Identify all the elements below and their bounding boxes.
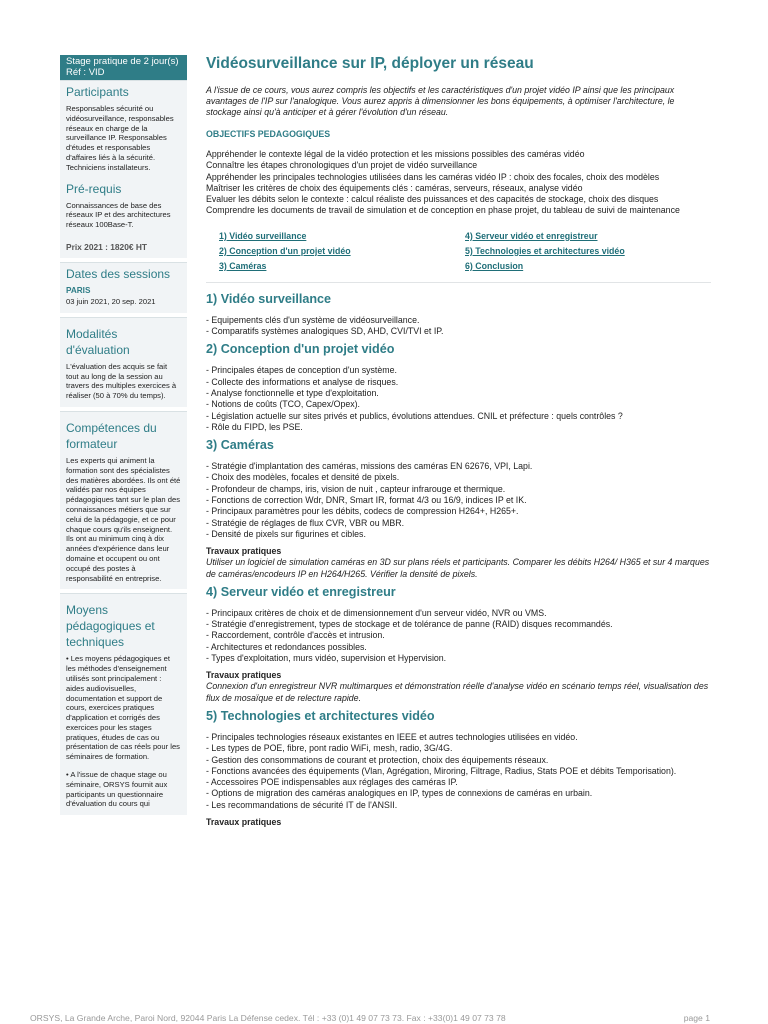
course-reference: Réf : VID xyxy=(66,67,105,78)
section-title: 2) Conception d'un projet vidéo xyxy=(206,342,395,357)
footer-address: ORSYS, La Grande Arche, Paroi Nord, 92044 Paris La Défense cedex. Tél : +33 (0)1 49 07 73 73. Fax : +33(0)1 49 07 73 78 xyxy=(30,1013,506,1023)
list-item: - Gestion des consommations de courant et protection, choix des équipements réseaux. xyxy=(206,754,549,765)
list-item: - Choix des modèles, focales et densité de pixels. xyxy=(206,472,400,483)
list-item: - Architectures et redondances possibles. xyxy=(206,641,367,652)
objective-item: Appréhender le contexte légal de la vidéo protection et les missions possibles des caméras vidéo xyxy=(206,149,585,159)
sidebar xyxy=(60,55,187,988)
list-item: - Collecte des informations et analyse de risques. xyxy=(206,376,399,387)
moyens-text-1: • Les moyens pédagogiques et les méthodes d'enseignement utilisés sont principalement : aides audiovisuelles, documentation et support de cours, exercices pratiques d'application et corrigés des exercices pour les stages pratiques, études de cas ou présentation de cas réels pour les séminaires de formation. xyxy=(66,654,180,762)
objective-item: Evaluer les débits selon le contexte : calcul réaliste des puissances et des capacités de stockage, choix des disques xyxy=(206,194,659,205)
modalites-box xyxy=(60,317,187,407)
toc-right-column xyxy=(465,229,711,274)
section-conception xyxy=(206,341,711,433)
section-title: 3) Caméras xyxy=(206,438,274,453)
list-item: - Principaux paramètres pour les débits, codecs de compression H264+, H265+. xyxy=(206,506,519,517)
list-item: - Densité de pixels sur figurines et cibles. xyxy=(206,528,366,539)
section-items xyxy=(206,461,711,540)
section-items xyxy=(206,365,711,433)
page-number: page 1 xyxy=(683,1013,710,1023)
objective-item: Connaître les étapes chronologiques d'un projet de vidéo surveillance xyxy=(206,160,478,171)
list-item: - Les recommandations de sécurité IT de l'ANSII. xyxy=(206,799,398,810)
toc-left-column xyxy=(219,229,465,274)
list-item: - Rôle du FIPD, les PSE. xyxy=(206,421,303,432)
competences-text: Les experts qui animent la formation sont des spécialistes des matières abordées. Ils ont été validés par nos équipes pédagogiques tant sur le plan des connaissances métiers que sur celui de la pédagogie, et ce pour chaque cours qu'ils enseignent. Ils ont au minimum cinq à dix années d'expérience dans leur domaine et occupent ou ont occupé des postes à responsabilité en entreprise. xyxy=(66,455,181,583)
travaux-pratiques-title: Travaux pratiques xyxy=(206,546,282,557)
list-item: - Principales technologies réseaux existantes en IEEE et autres technologies utilisées en vidéo. xyxy=(206,731,578,742)
divider xyxy=(206,282,711,283)
toc-link-technologies[interactable]: 5) Technologies et architectures vidéo xyxy=(465,245,625,256)
price: Prix 2021 : 1820€ HT xyxy=(66,241,148,252)
page-title: Vidéosurveillance sur IP, déployer un réseau xyxy=(206,55,534,72)
list-item: - Options de migration des caméras analogiques en IP, types de connexions de caméras en urbain. xyxy=(206,788,593,799)
section-items xyxy=(206,608,711,664)
competences-title: Compétences du formateur xyxy=(66,420,157,451)
competences-box xyxy=(60,411,187,589)
section-serveur xyxy=(206,584,711,704)
list-item: - Analyse fonctionnelle et type d'exploitation. xyxy=(206,387,379,398)
list-item: - Les types de POE, fibre, pont radio WiFi, mesh, radio, 3G/4G. xyxy=(206,743,453,754)
prerequis-text: Connaissances de base des réseaux IP et des architectures réseaux 100Base-T. xyxy=(66,200,171,230)
section-title: 5) Technologies et architectures vidéo xyxy=(206,708,435,723)
section-items xyxy=(206,732,711,811)
list-item: - Stratégie de réglages de flux CVR, VBR ou MBR. xyxy=(206,517,405,528)
session-city: PARIS xyxy=(66,285,91,295)
section-video-surveillance xyxy=(206,291,711,338)
list-item: - Profondeur de champs, iris, vision de nuit , capteur infrarouge et thermique. xyxy=(206,483,506,494)
moyens-box xyxy=(60,593,187,815)
list-item: - Accessoires POE indispensables aux réglages des caméras IP. xyxy=(206,777,458,788)
list-item: - Comparatifs systèmes analogiques SD, AHD, CVI/TVI et IP. xyxy=(206,326,444,337)
modalites-title: Modalités d'évaluation xyxy=(66,326,130,357)
participants-box xyxy=(60,80,187,258)
section-items xyxy=(206,315,711,338)
objective-item: Comprendre les documents de travail de simulation et de conception en phase projet, du tableau de suivi de maintenance xyxy=(206,205,680,216)
toc-link-serveur[interactable]: 4) Serveur vidéo et enregistreur xyxy=(465,230,598,241)
objective-item: Maîtriser les critères de choix des équipements clés : caméras, serveurs, réseaux, analyse vidéo xyxy=(206,182,583,193)
participants-text: Responsables sécurité ou vidéosurveillance, responsables réseaux en charge de la surveillance IP. Responsables d'études et responsables d'affaires liés à la sécurité. Techniciens installateurs. xyxy=(66,104,174,172)
table-of-contents xyxy=(206,229,711,274)
main-content xyxy=(206,55,711,828)
travaux-pratiques-text: Connexion d'un enregistreur NVR multimarques et démonstration réelle d'analyse vidéo en scénario temps réel, visualisation des flux de mosaïque et de relecture rapide. xyxy=(206,681,709,703)
section-cameras xyxy=(206,437,711,580)
section-title: 1) Vidéo surveillance xyxy=(206,291,332,306)
list-item: - Notions de coûts (TCO, Capex/Opex). xyxy=(206,399,361,410)
list-item: - Législation actuelle sur sites privés et publics, évolutions attendues. CNIL et préfecture : quels contrôles ? xyxy=(206,410,623,421)
travaux-pratiques-text: Utiliser un logiciel de simulation caméras en 3D sur plans réels et participants. Comparer les débits H264/ H365 et sur 4 marques de caméras/encodeurs IP en H264/H265. Vérifier la densité de pixels. xyxy=(206,557,710,579)
objective-item: Appréhender les principales technologies utilisées dans les caméras vidéo IP : choix des focales, choix des modèles xyxy=(206,171,660,182)
moyens-title: Moyens pédagogiques et techniques xyxy=(66,603,155,650)
toc-link-video-surveillance[interactable]: 1) Vidéo surveillance xyxy=(219,230,307,241)
list-item: - Equipements clés d'un système de vidéosurveillance. xyxy=(206,314,420,325)
moyens-text-2: • A l'issue de chaque stage ou séminaire, ORSYS fournit aux participants un questionnaire d'évaluation du cours qui xyxy=(66,770,168,809)
list-item: - Stratégie d'implantation des caméras, missions des caméras EN 62676, VPI, Lapi. xyxy=(206,461,533,472)
dates-box xyxy=(60,262,187,313)
list-item: - Stratégie d'enregistrement, types de stockage et de tolérance de panne (RAID) disques recommandés. xyxy=(206,619,613,630)
travaux-pratiques-title: Travaux pratiques xyxy=(206,816,282,827)
participants-title: Participants xyxy=(66,85,129,99)
session-dates: 03 juin 2021, 20 sep. 2021 xyxy=(66,296,156,306)
list-item: - Principales étapes de conception d'un système. xyxy=(206,365,397,376)
prerequis-title: Pré-requis xyxy=(66,181,122,196)
objectives-list xyxy=(206,149,711,217)
section-technologies xyxy=(206,708,711,828)
dates-title: Dates des sessions xyxy=(66,266,171,281)
list-item: - Raccordement, contrôle d'accès et intrusion. xyxy=(206,630,385,641)
toc-link-cameras[interactable]: 3) Caméras xyxy=(219,260,267,271)
list-item: - Fonctions de correction Wdr, DNR, Smart IR, format 4/3 ou 16/9, indices IP et IK. xyxy=(206,495,527,506)
course-intro: A l'issue de ce cours, vous aurez compris les objectifs et les caractéristiques d'un projet vidéo IP ainsi que les principaux avantages de l'IP sur l'analogique. Vous aurez appris à dimensionner les bons équipements, à optimiser l'architecture, le stockage ainsi qu'à anticiper et à gérer l'évolution d'un réseau. xyxy=(206,85,675,117)
course-info-header xyxy=(60,55,187,80)
modalites-text: L'évaluation des acquis se fait tout au long de la session au travers des multiples exercices à réaliser (50 à 70% du temps). xyxy=(66,361,177,401)
list-item: - Fonctions avancées des équipements (Vlan, Agrégation, Miroring, Filtrage, Radius, Stats POE et débits Temporisation). xyxy=(206,765,677,776)
travaux-pratiques-title: Travaux pratiques xyxy=(206,670,282,681)
list-item: - Principaux critères de choix et de dimensionnement d'un serveur vidéo, NVR ou VMS. xyxy=(206,607,547,618)
stage-duration: Stage pratique de 2 jour(s) xyxy=(66,56,179,67)
list-item: - Types d'exploitation, murs vidéo, supervision et Hypervision. xyxy=(206,653,447,664)
section-title: 4) Serveur vidéo et enregistreur xyxy=(206,584,396,599)
toc-link-conclusion[interactable]: 6) Conclusion xyxy=(465,260,524,271)
objectives-title: OBJECTIFS PEDAGOGIQUES xyxy=(206,129,331,139)
toc-link-conception[interactable]: 2) Conception d'un projet vidéo xyxy=(219,245,351,256)
